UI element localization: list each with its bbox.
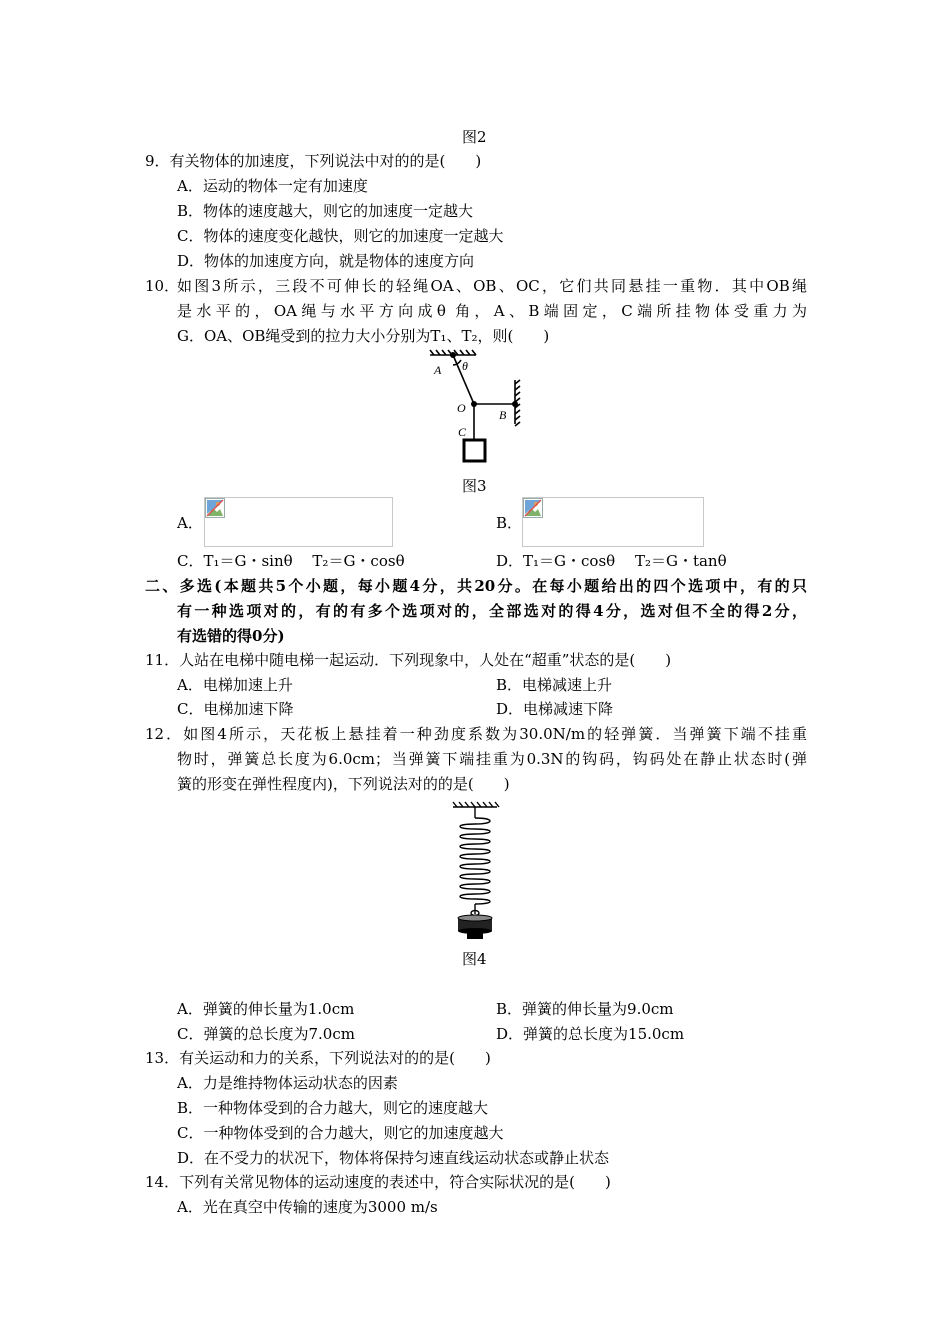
figure-3-diagram (420, 350, 540, 465)
section-2-heading-line-2: 有一种选项对的，有的有多个选项对的，全部选对的得4分，选对但不全的得2分， (177, 602, 807, 620)
question-13-option-d: D．在不受力的状况下，物体将保持匀速直线运动状态或静止状态 (177, 1149, 610, 1167)
question-12-option-c: C．弹簧的总长度为7.0cm (177, 1025, 355, 1043)
figure-3-caption: 图3 (462, 477, 487, 495)
question-10-option-c: C．T₁＝G・sinθ T₂＝G・cosθ (177, 552, 405, 570)
question-10-option-a-label: A． (177, 514, 203, 532)
section-2-heading-line-1: 二、多选(本题共5个小题，每小题4分，共20分。在每小题给出的四个选项中，有的只 (145, 577, 807, 595)
section-2-heading-line-3: 有选错的得0分) (177, 627, 285, 645)
question-11-option-d: D．电梯减速下降 (496, 700, 614, 718)
broken-image-icon (205, 498, 225, 518)
question-13-option-b: B．一种物体受到的合力越大，则它的速度越大 (177, 1099, 489, 1117)
question-14-option-a: A．光在真空中传输的速度为3000 m/s (177, 1198, 438, 1216)
question-11-option-c: C．电梯加速下降 (177, 700, 294, 718)
question-13-option-c: C．一种物体受到的合力越大，则它的加速度越大 (177, 1124, 504, 1142)
figure-3-label-b: B (499, 408, 507, 422)
figure-3-label-c: C (458, 425, 467, 439)
figure-3-label-o: O (457, 401, 466, 415)
question-10-line-1: 如图3所示，三段不可伸长的轻绳OA、OB、OC，它们共同悬挂一重物．其中OB绳 (177, 277, 807, 295)
question-12-line-3: 簧的形变在弹性程度内)，下列说法对的的是( ) (177, 775, 510, 793)
question-12-line-1: 12．如图4所示，天花板上悬挂着一种劲度系数为30.0N/m的轻弹簧．当弹簧下端不挂重 (145, 725, 807, 743)
question-12-line-2: 物时，弹簧总长度为6.0cm；当弹簧下端挂重为0.3N的钩码，钩码处在静止状态时(弹 (177, 750, 807, 768)
question-10-line-2: 是水平的，OA绳与水平方向成θ 角，A、B端固定，C端所挂物体受重力为 (177, 302, 807, 320)
question-12-option-a: A．弹簧的伸长量为1.0cm (177, 1000, 355, 1018)
question-11-option-a: A．电梯加速上升 (177, 676, 293, 694)
question-10-option-d: D．T₁＝G・cosθ T₂＝G・tanθ (496, 552, 727, 570)
broken-image-icon (523, 498, 543, 518)
question-10-number: 10． (145, 277, 180, 295)
question-12-option-d: D．弹簧的总长度为15.0cm (496, 1025, 685, 1043)
question-9-option-b: B．物体的速度越大，则它的加速度一定越大 (177, 202, 474, 220)
figure-3-label-theta: θ (462, 359, 468, 373)
question-9-option-d: D．物体的加速度方向，就是物体的速度方向 (177, 252, 475, 270)
question-10-option-b-label: B． (496, 514, 523, 532)
figure-3-label-a: A (434, 363, 442, 377)
question-11-stem: 11．人站在电梯中随电梯一起运动．下列现象中，人处在“超重”状态的是( ) (145, 651, 672, 669)
question-9-stem: 9．有关物体的加速度，下列说法中对的的是( ) (145, 152, 482, 170)
question-9-option-c: C．物体的速度变化越快，则它的加速度一定越大 (177, 227, 504, 245)
figure-2-caption: 图2 (462, 128, 487, 146)
question-14-stem: 14．下列有关常见物体的运动速度的表述中，符合实际状况的是( ) (145, 1173, 611, 1191)
question-12-option-b: B．弹簧的伸长量为9.0cm (496, 1000, 674, 1018)
question-10-option-a-image (204, 497, 393, 547)
figure-4-caption: 图4 (462, 950, 487, 968)
question-10-line-3: G．OA、OB绳受到的拉力大小分别为T₁、T₂，则( ) (177, 327, 550, 345)
question-13-stem: 13．有关运动和力的关系，下列说法对的的是( ) (145, 1049, 491, 1067)
question-9-option-a: A．运动的物体一定有加速度 (177, 177, 368, 195)
figure-4-diagram (445, 800, 505, 942)
question-10-option-b-image (522, 497, 704, 547)
question-11-option-b: B．电梯减速上升 (496, 676, 613, 694)
question-13-option-a: A．力是维持物体运动状态的因素 (177, 1074, 398, 1092)
